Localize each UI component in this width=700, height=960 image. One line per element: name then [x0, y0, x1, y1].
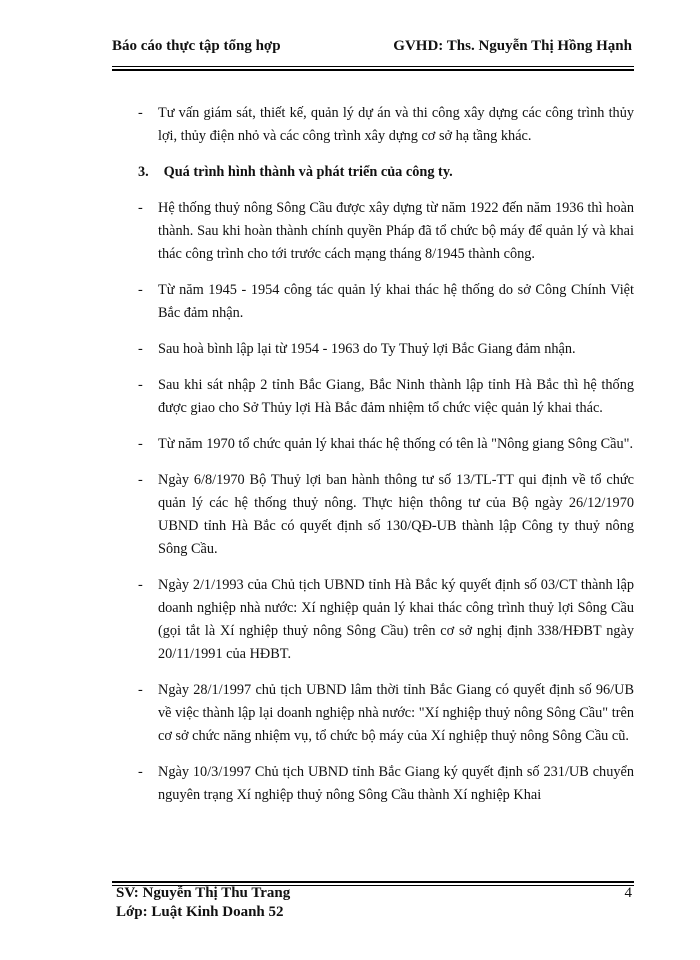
- bullet-dash: -: [138, 436, 143, 452]
- list-item: [112, 761, 634, 807]
- page-header: [112, 38, 632, 55]
- list-item: [112, 374, 634, 420]
- list-item: [112, 279, 634, 325]
- list-item: [112, 433, 634, 456]
- footer-class: Lớp: Luật Kinh Doanh 52: [116, 904, 284, 920]
- list-item: [112, 469, 634, 561]
- page-footer: [116, 884, 632, 922]
- list-item-text: Ngày 6/8/1970 Bộ Thuỷ lợi ban hành thông tư số 13/TL-TT qui định về tổ chức quản lý các hệ thống thuỷ nông. Thực hiện thông tư của Bộ ngày 26/12/1970 UBND tỉnh Hà Bắc có quyết định số 130/QĐ-UB thành lập Công ty thuỷ nông Sông Cầu.: [158, 472, 634, 557]
- list-item-text: Hệ thống thuỷ nông Sông Cầu được xây dựng từ năm 1922 đến năm 1936 thì hoàn thành. Sau khi hoàn thành chính quyền Pháp đã tổ chức bộ máy để quản lý và khai thác công trình cho tới trước cách mạng tháng 8/1945 thành công.: [158, 200, 634, 262]
- bullet-dash: -: [138, 682, 143, 698]
- page-number: 4: [624, 885, 632, 901]
- list-item-text: Tư vấn giám sát, thiết kế, quản lý dự án và thi công xây dựng các công trình thủy lợi, thủy điện nhỏ và các công trình xây dựng cơ sở hạ tầng khác.: [158, 105, 634, 144]
- list-item-text: Ngày 2/1/1993 của Chủ tịch UBND tỉnh Hà Bắc ký quyết định số 03/CT thành lập doanh nghiệp nhà nước: Xí nghiệp quản lý khai thác công trình thuỷ lợi Sông Cầu (gọi tắt là Xí nghiệp thuỷ nông Sông Cầu) trên cơ sở nghị định 338/HĐBT ngày 20/11/1991 của HĐBT.: [158, 577, 634, 662]
- list-item: [112, 574, 634, 666]
- bullet-dash: -: [138, 105, 143, 121]
- list-item: [112, 338, 634, 361]
- footer-student: SV: Nguyễn Thị Thu Trang: [116, 885, 291, 901]
- section-number: 3.: [138, 164, 149, 180]
- bullet-dash: -: [138, 200, 143, 216]
- section-title: Quá trình hình thành và phát triển của công ty.: [163, 164, 453, 180]
- list-item-text: Từ năm 1945 - 1954 công tác quản lý khai thác hệ thống do sở Công Chính Việt Bắc đảm nhận.: [158, 282, 634, 321]
- header-supervisor: GVHD: Ths. Nguyễn Thị Hồng Hạnh: [393, 38, 632, 54]
- list-item-text: Sau khi sát nhập 2 tỉnh Bắc Giang, Bắc Ninh thành lập tỉnh Hà Bắc thì hệ thống được giao cho Sở Thủy lợi Hà Bắc đảm nhiệm tổ chức việc quản lý khai thác.: [158, 377, 634, 416]
- bullet-dash: -: [138, 341, 143, 357]
- list-item: [112, 197, 634, 266]
- list-item-text: Sau hoà bình lập lại từ 1954 - 1963 do Ty Thuỷ lợi Bắc Giang đảm nhận.: [158, 341, 576, 357]
- list-item-text: Ngày 28/1/1997 chủ tịch UBND lâm thời tỉnh Bắc Giang có quyết định số 96/UB về việc thành lập lại doanh nghiệp nhà nước: "Xí nghiệp thuỷ nông Sông Cầu" trên cơ sở chức năng nhiệm vụ, tổ chức bộ máy của Xí nghiệp thuỷ nông Sông Cầu cũ.: [158, 682, 634, 744]
- bullet-dash: -: [138, 764, 143, 780]
- list-item-text: Ngày 10/3/1997 Chủ tịch UBND tỉnh Bắc Giang ký quyết định số 231/UB chuyển nguyên trạng Xí nghiệp thuỷ nông Sông Cầu thành Xí nghiệp Khai: [158, 764, 634, 803]
- bullet-dash: -: [138, 377, 143, 393]
- list-item: [112, 102, 634, 148]
- bullet-dash: -: [138, 577, 143, 593]
- list-item-text: Từ năm 1970 tổ chức quản lý khai thác hệ thống có tên là "Nông giang Sông Cầu".: [158, 436, 634, 452]
- bullet-dash: -: [138, 282, 143, 298]
- header-report-title: Báo cáo thực tập tổng hợp: [112, 38, 281, 54]
- document-body: [112, 102, 634, 820]
- section-heading: [112, 161, 634, 184]
- list-item: [112, 679, 634, 748]
- bullet-dash: -: [138, 472, 143, 488]
